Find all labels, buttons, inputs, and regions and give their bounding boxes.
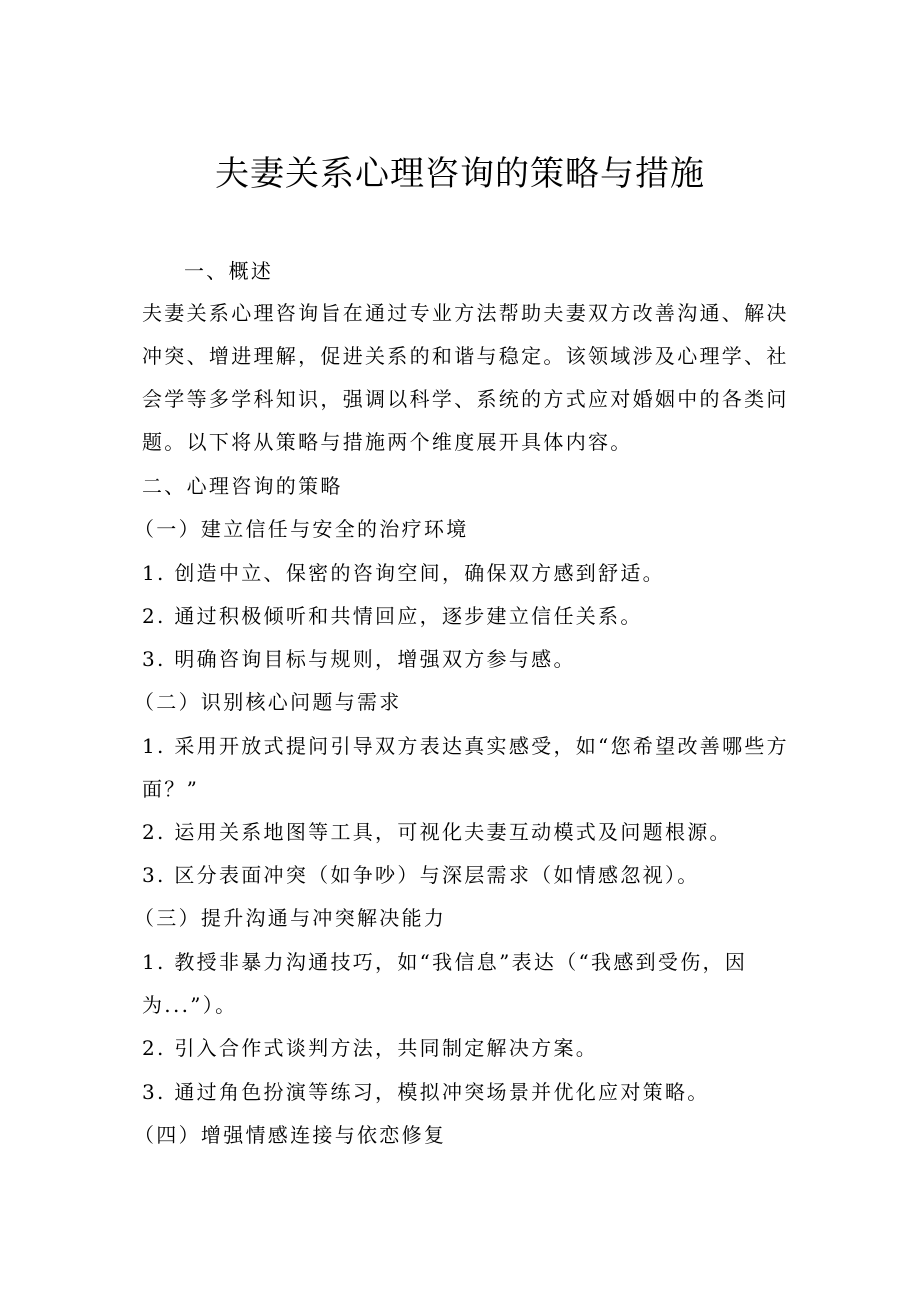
subsection-heading: （三）提升沟通与冲突解决能力 [134,906,447,930]
subsection-heading: （四）增强情感连接与依恋修复 [134,1123,447,1147]
list-item: 3. 明确咨询目标与规则，增强双方参与感。 [142,647,576,671]
paragraph-line: 会学等多学科知识，强调以科学、系统的方式应对婚姻中的各类问 [142,387,789,411]
list-item: 2. 运用关系地图等工具，可视化夫妻互动模式及问题根源。 [142,820,732,844]
list-item: 2. 引入合作式谈判方法，共同制定解决方案。 [142,1036,599,1060]
list-item: 2. 通过积极倾听和共情回应，逐步建立信任关系。 [142,604,643,628]
paragraph-line: 夫妻关系心理咨询旨在通过专业方法帮助夫妻双方改善沟通、解决 [142,301,789,325]
list-item-continuation: 为...”）。 [142,993,238,1017]
paragraph-line: 冲突、增进理解，促进关系的和谐与稳定。该领域涉及心理学、社 [142,344,789,368]
section-heading-strategies: 二、心理咨询的策略 [142,474,343,498]
subsection-heading: （二）识别核心问题与需求 [134,690,402,714]
document-title: 夫妻关系心理咨询的策略与措施 [215,154,705,194]
list-item: 1. 采用开放式提问引导双方表达真实感受，如“您希望改善哪些方 [142,734,789,758]
paragraph-line: 题。以下将从策略与措施两个维度展开具体内容。 [142,430,633,454]
list-item: 3. 通过角色扮演等练习，模拟冲突场景并优化应对策略。 [142,1080,710,1104]
section-heading-overview: 一、概述 [184,259,274,283]
subsection-heading: （一）建立信任与安全的治疗环境 [134,517,469,541]
list-item: 1. 教授非暴力沟通技巧，如“我信息”表达（“我感到受伤，因 [142,950,748,974]
list-item: 1. 创造中立、保密的咨询空间，确保双方感到舒适。 [142,561,665,585]
list-item-continuation: 面？” [142,777,200,801]
list-item: 3. 区分表面冲突（如争吵）与深层需求（如情感忽视）。 [142,863,700,887]
